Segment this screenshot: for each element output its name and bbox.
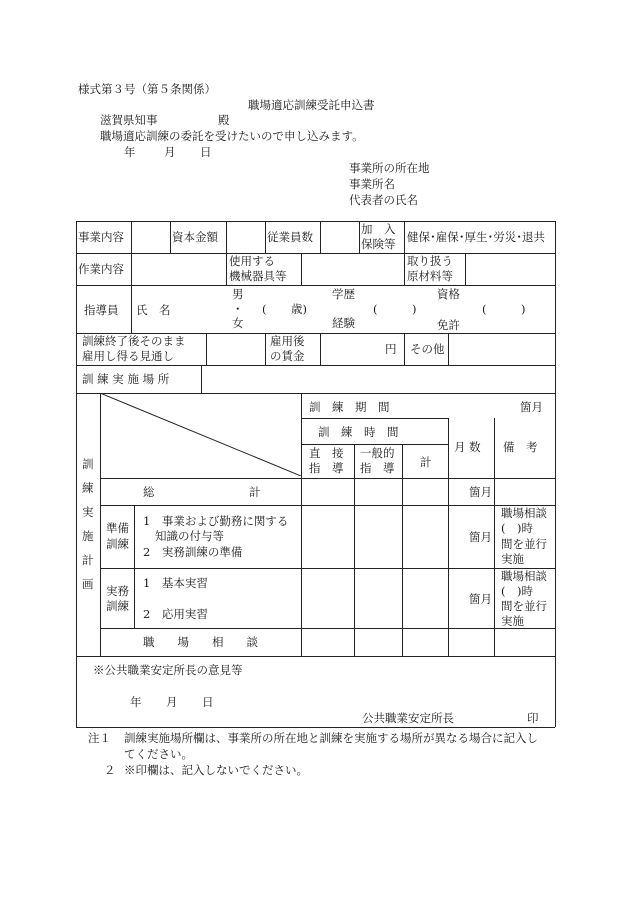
table-col: [301, 393, 302, 656]
training-hours-label: 訓 練 時 間: [318, 425, 399, 439]
seal-mark: 印: [527, 711, 539, 725]
honorific: 殿: [218, 113, 230, 127]
table-col: [404, 221, 405, 253]
table-rule: [76, 285, 555, 286]
education-paren: ( ): [373, 302, 417, 316]
table-rule: [76, 656, 555, 657]
table-col: [402, 444, 403, 656]
table-col: [265, 333, 266, 365]
age-unit: 歳): [291, 302, 307, 316]
wage-label-2: の賃金: [270, 349, 305, 363]
table-col: [320, 221, 321, 253]
table-col: [404, 253, 405, 285]
practical-consult-2: ( )時: [501, 584, 533, 598]
period-months-unit: 箇月: [520, 400, 543, 414]
yen-unit: 円: [385, 342, 397, 356]
insurance-types: 健保･雇保･厚生･労災･退共: [407, 230, 545, 244]
table-col: [448, 418, 449, 656]
insurance-label-2: 保険等: [361, 237, 396, 251]
table-col: [131, 285, 132, 333]
practical-consult-4: 実施: [501, 614, 524, 628]
diagonal-line: [100, 393, 301, 476]
instructor-name-label: 氏 名: [136, 303, 171, 317]
note-2-text: ※印欄は、記入しないでください。: [124, 763, 308, 777]
document-title: 職場適応訓練受託申込書: [248, 98, 375, 112]
prep-item-1b: 知識の付与等: [155, 529, 224, 543]
table-rule: [100, 505, 555, 506]
wage-label-1: 雇用後: [270, 334, 305, 348]
practical-training-label-2: 訓練: [106, 599, 129, 613]
business-content-label: 事業内容: [78, 230, 124, 244]
practical-item-2: 2 応用実習: [143, 607, 208, 621]
general-guidance-1: 一般的: [360, 446, 395, 460]
practical-consult-1: 職場相談: [501, 569, 547, 583]
opinion-month: 月: [166, 695, 178, 709]
request-sentence: 職場適応訓練の委託を受けたいので申し込みます。: [100, 129, 364, 143]
note-1-text-b: てください。: [124, 747, 193, 761]
machinery-label-1: 使用する: [229, 254, 275, 268]
plan-label-char: 練: [82, 481, 94, 495]
qualification-paren: ( ): [482, 302, 526, 316]
date-month: 月: [164, 145, 176, 159]
table-col: [170, 221, 171, 253]
table-col: [354, 444, 355, 656]
table-rule: [301, 418, 448, 419]
prep-consult-4: 実施: [501, 552, 524, 566]
machinery-label-2: 機械器具等: [229, 269, 287, 283]
month-count-label: 月 数: [454, 440, 481, 454]
plan-label-char: 計: [82, 553, 94, 567]
plan-label-char: 実: [82, 505, 94, 519]
direct-guidance-1: 直 接: [309, 446, 344, 460]
practical-training-label-1: 実務: [106, 584, 129, 598]
table-rule: [100, 568, 555, 569]
form-number: 様式第３号（第５条関係）: [78, 82, 216, 96]
table-col: [359, 221, 360, 253]
qualification-label: 資格: [437, 287, 460, 301]
prep-training-label-2: 訓練: [106, 537, 129, 551]
education-label: 学歴: [332, 287, 355, 301]
practical-consult-3: 間を並行: [501, 599, 547, 613]
addressee: 滋賀県知事: [100, 113, 158, 127]
materials-label-1: 取り扱う: [407, 254, 453, 268]
prep-training-label-1: 準備: [106, 521, 129, 535]
direct-guidance-2: 指 導: [309, 461, 344, 475]
table-col: [134, 505, 135, 628]
remarks-label: 備 考: [503, 440, 538, 454]
sex-dot: ・: [232, 302, 244, 316]
table-col: [465, 253, 466, 285]
table-rule: [100, 628, 555, 629]
table-col: [226, 253, 227, 285]
insurance-label-1: 加 入: [361, 222, 396, 236]
age-open: (: [262, 302, 267, 316]
experience-label: 経験: [332, 316, 355, 330]
license-label: 免許: [437, 318, 460, 332]
table-col: [404, 333, 405, 365]
total-label-left: 総: [143, 485, 155, 499]
total-label-right: 計: [249, 485, 261, 499]
prep-item-1a: 1 事業および勤務に関する: [143, 514, 289, 528]
total-months-unit: 箇月: [469, 485, 492, 499]
workplace-consult-label: 職 場 相 談: [143, 635, 258, 649]
table-col: [201, 365, 202, 393]
prep-consult-3: 間を並行: [501, 537, 547, 551]
training-period-label: 訓 練 期 間: [309, 400, 390, 414]
date-day: 日: [200, 145, 212, 159]
materials-label-2: 原材料等: [407, 269, 453, 283]
table-rule: [301, 444, 448, 445]
note-2-label: ２: [104, 763, 116, 777]
table-col: [301, 253, 302, 285]
table-col: [131, 253, 132, 285]
table-border-right: [555, 221, 556, 727]
practical-item-1: 1 基本実習: [143, 576, 208, 590]
table-col: [206, 333, 207, 365]
table-rule: [100, 478, 555, 479]
table-border-top: [76, 221, 555, 222]
work-content-label: 作業内容: [78, 262, 124, 276]
table-border-left: [76, 221, 77, 727]
table-col: [320, 333, 321, 365]
table-rule: [76, 253, 555, 254]
opinion-signer: 公共職業安定所長: [362, 711, 454, 725]
post-training-label-1: 訓練終了後そのまま: [82, 334, 186, 348]
applicant-rep-label: 代表者の氏名: [349, 193, 418, 207]
table-col: [265, 221, 266, 253]
post-training-label-2: 雇用し得る見通し: [82, 349, 174, 363]
opinion-label: ※公共職業安定所長の意見等: [93, 663, 243, 677]
table-col: [448, 333, 449, 365]
instructor-label: 指導員: [84, 303, 119, 317]
sex-female: 女: [232, 316, 244, 330]
prep-consult-2: ( )時: [501, 521, 533, 535]
training-place-label: 訓 練 実 施 場 所: [82, 372, 170, 386]
table-col: [131, 221, 132, 253]
note-1-label: 注１: [88, 731, 111, 745]
opinion-day: 日: [202, 695, 214, 709]
capital-label: 資本金額: [172, 230, 218, 244]
employees-label: 従業員数: [267, 230, 313, 244]
hours-subtotal-label: 計: [420, 455, 432, 469]
other-label: その他: [410, 342, 445, 356]
table-rule: [76, 365, 555, 366]
prep-item-2: 2 実務訓練の準備: [143, 545, 243, 559]
applicant-name-label: 事業所名: [349, 177, 395, 191]
sex-male: 男: [232, 287, 244, 301]
table-col: [226, 221, 227, 253]
plan-label-char: 施: [82, 529, 94, 543]
applicant-address-label: 事業所の所在地: [349, 161, 430, 175]
prep-months-unit: 箇月: [469, 530, 492, 544]
plan-label-char: 画: [82, 577, 94, 591]
date-year: 年: [124, 145, 136, 159]
plan-label-char: 訓: [82, 457, 94, 471]
note-1-text-a: 訓練実施場所欄は、事業所の所在地と訓練を実施する場所が異なる場合に記入し: [124, 731, 538, 745]
general-guidance-2: 指 導: [360, 461, 395, 475]
practical-months-unit: 箇月: [469, 592, 492, 606]
prep-consult-1: 職場相談: [501, 506, 547, 520]
table-col: [494, 418, 495, 656]
opinion-year: 年: [130, 695, 142, 709]
table-border-bottom: [76, 727, 555, 728]
